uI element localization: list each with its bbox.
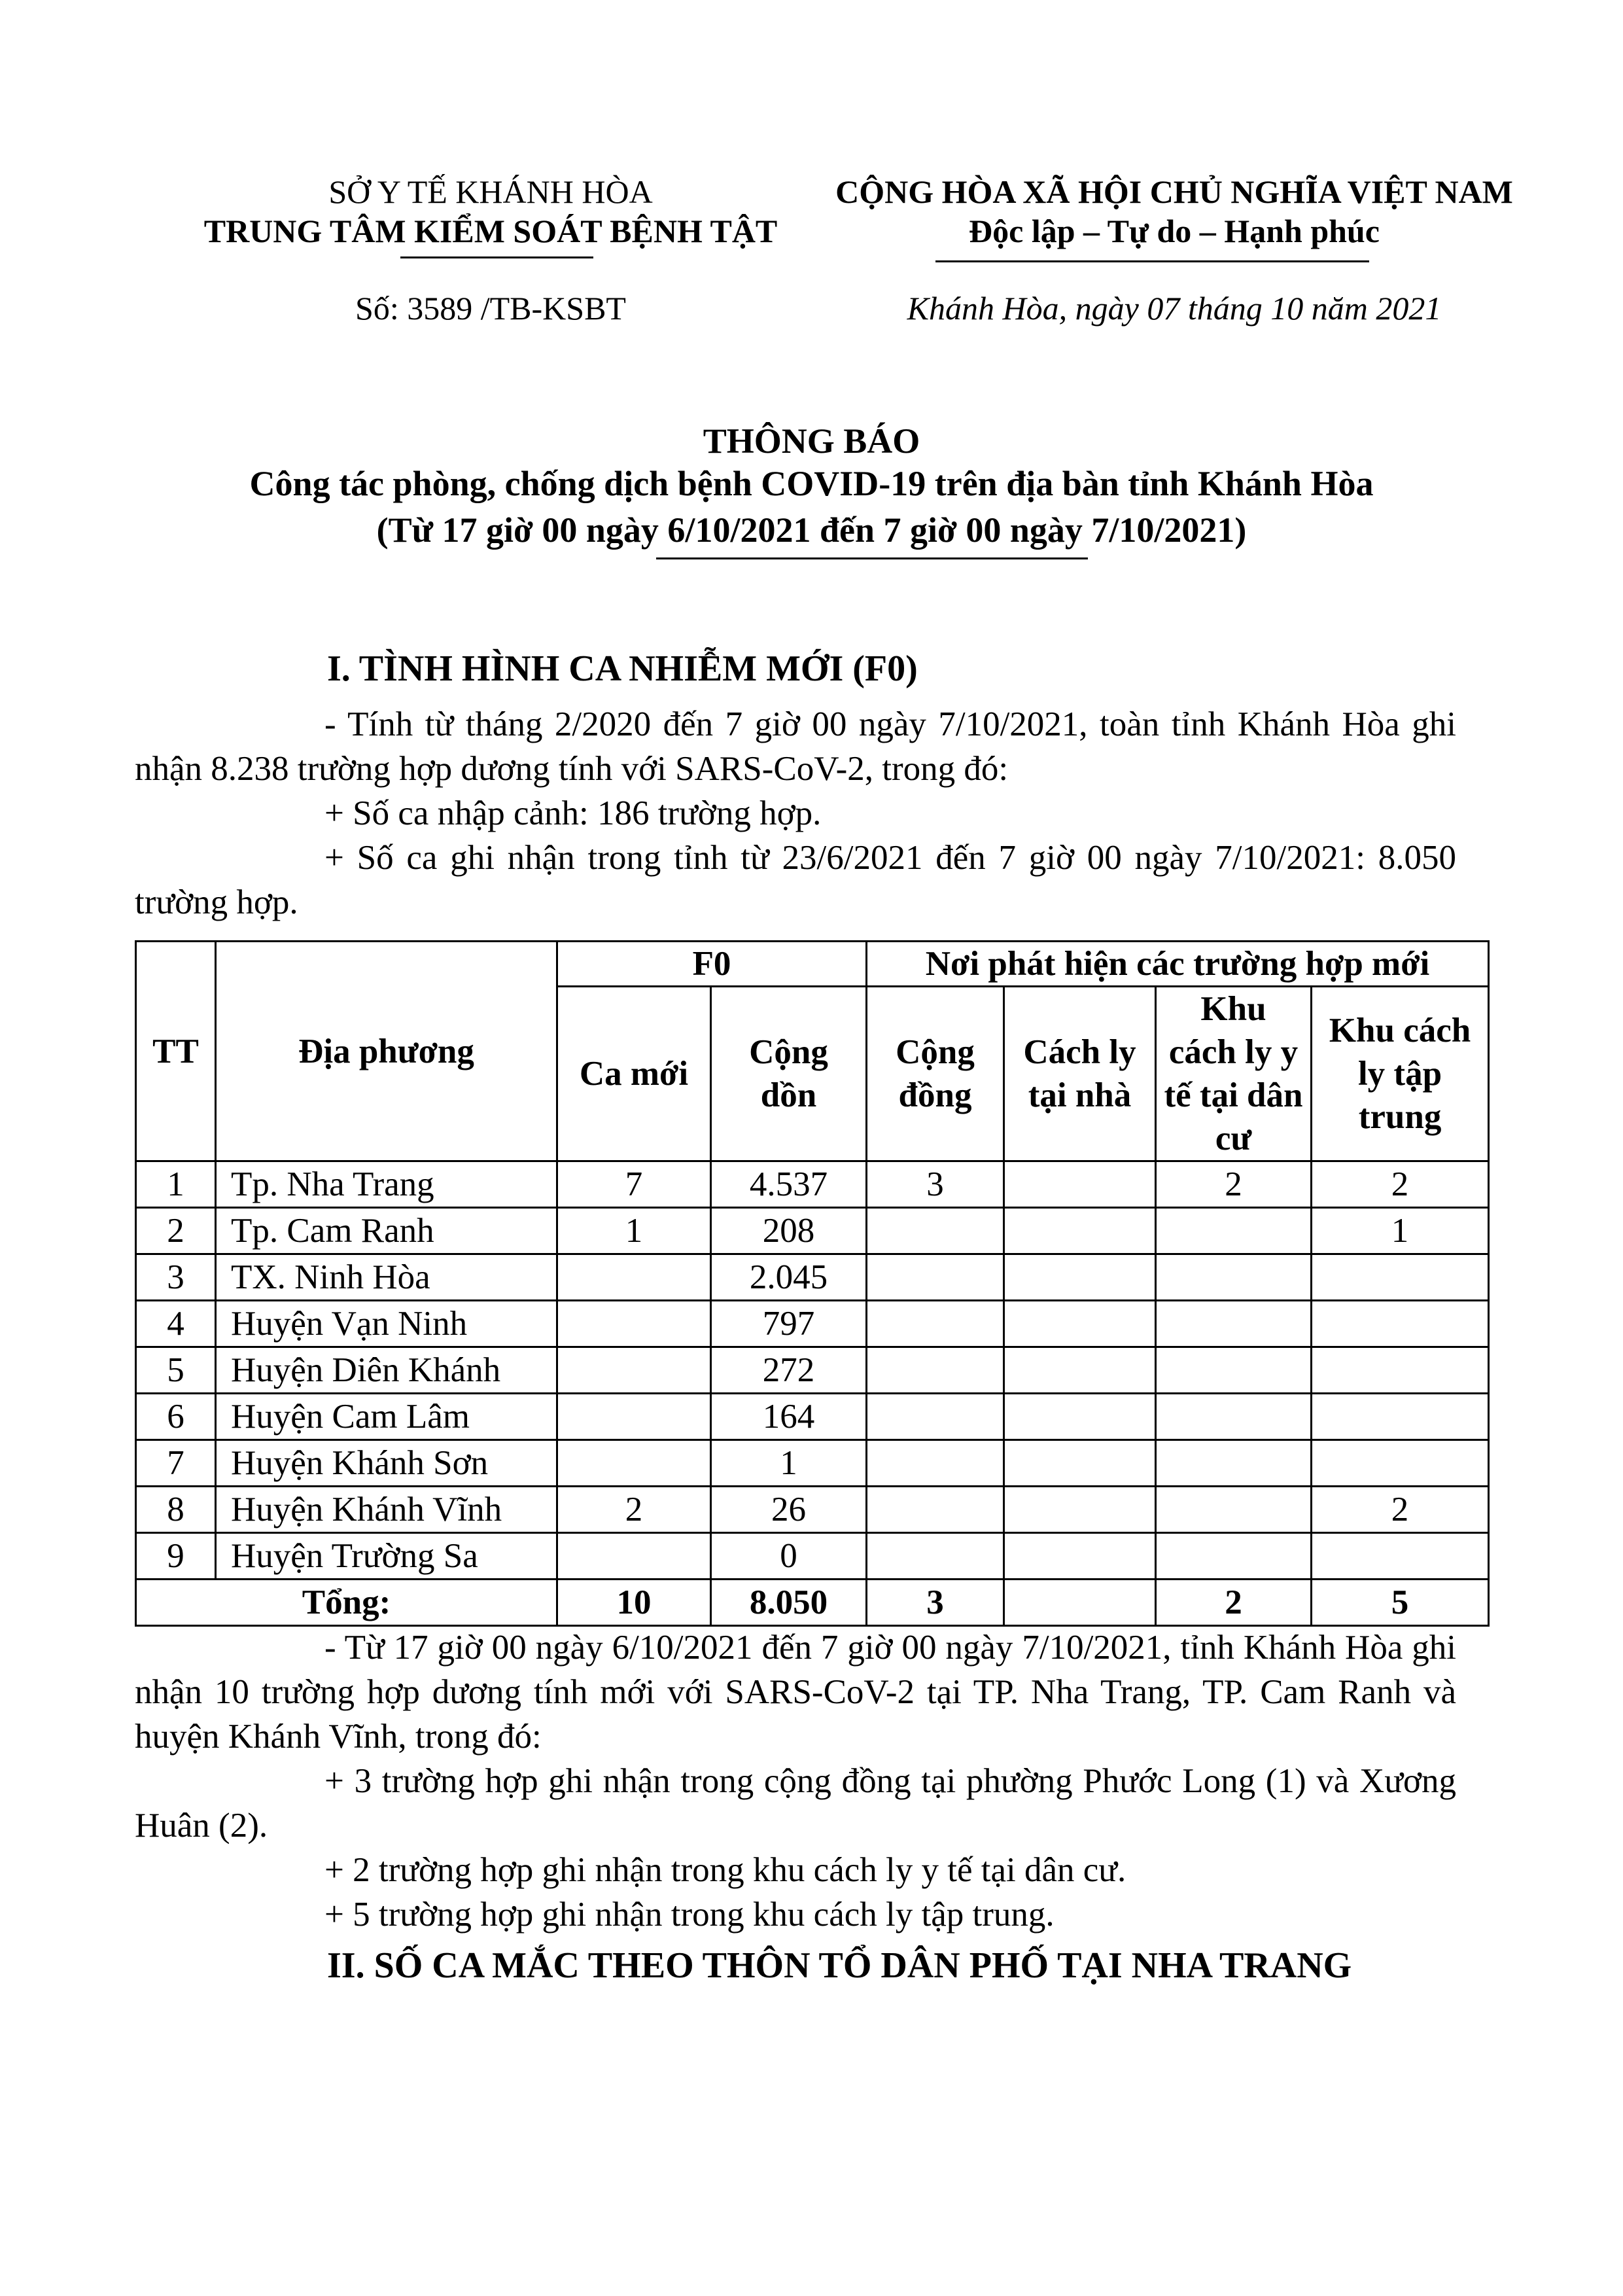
country-name: CỘNG HÒA XÃ HỘI CHỦ NGHĨA VIỆT NAM bbox=[835, 173, 1513, 210]
cell-new: 1 bbox=[557, 1208, 711, 1254]
motto-underline bbox=[935, 260, 1369, 262]
cell-home bbox=[1004, 1394, 1156, 1440]
cell-medical bbox=[1156, 1487, 1312, 1533]
cell-central: 2 bbox=[1312, 1161, 1489, 1208]
cell-community bbox=[867, 1208, 1004, 1254]
total-cumulative: 8.050 bbox=[711, 1580, 867, 1626]
cell-tt: 8 bbox=[136, 1487, 216, 1533]
notice-subject: Công tác phòng, chống dịch bệnh COVID-19 trên địa bàn tỉnh Khánh Hòa bbox=[249, 464, 1374, 503]
total-home bbox=[1004, 1580, 1156, 1626]
section-1-intro bbox=[135, 702, 1456, 925]
cell-cumulative: 208 bbox=[711, 1208, 867, 1254]
section-1-paragraph: - Tính từ tháng 2/2020 đến 7 giờ 00 ngày 7/10/2021, toàn tỉnh Khánh Hòa ghi nhận 8.238 trường hợp dương tính với SARS-CoV-2, trong đó: bbox=[135, 705, 1456, 788]
cell-tt: 5 bbox=[136, 1347, 216, 1394]
cell-cumulative: 797 bbox=[711, 1301, 867, 1347]
table-row bbox=[136, 1487, 1489, 1533]
cell-locality: Huyện Khánh Vĩnh bbox=[216, 1487, 557, 1533]
cell-medical bbox=[1156, 1254, 1312, 1301]
total-central: 5 bbox=[1312, 1580, 1489, 1626]
table-row bbox=[136, 1533, 1489, 1580]
cell-locality: Huyện Vạn Ninh bbox=[216, 1301, 557, 1347]
cell-central bbox=[1312, 1347, 1489, 1394]
cell-locality: Huyện Trường Sa bbox=[216, 1533, 557, 1580]
header-cumulative: Cộng dồn bbox=[711, 987, 867, 1161]
cell-new bbox=[557, 1440, 711, 1487]
cell-tt: 3 bbox=[136, 1254, 216, 1301]
table-row bbox=[136, 1301, 1489, 1347]
header-new-cases: Ca mới bbox=[557, 987, 711, 1161]
cell-community bbox=[867, 1254, 1004, 1301]
table-row bbox=[136, 1440, 1489, 1487]
cell-medical bbox=[1156, 1394, 1312, 1440]
cell-cumulative: 0 bbox=[711, 1533, 867, 1580]
header-central-isolation: Khu cách ly tập trung bbox=[1312, 987, 1489, 1161]
cell-new bbox=[557, 1254, 711, 1301]
header-detected: Nơi phát hiện các trường hợp mới bbox=[867, 942, 1489, 987]
notice-title: THÔNG BÁO bbox=[703, 421, 920, 461]
cell-home bbox=[1004, 1347, 1156, 1394]
table-row bbox=[136, 1208, 1489, 1254]
cell-central bbox=[1312, 1394, 1489, 1440]
cell-home bbox=[1004, 1533, 1156, 1580]
cell-medical bbox=[1156, 1347, 1312, 1394]
cell-cumulative: 1 bbox=[711, 1440, 867, 1487]
section-2-heading: II. SỐ CA MẮC THEO THÔN TỔ DÂN PHỐ TẠI NHA TRANG bbox=[327, 1945, 1352, 1986]
cell-community: 3 bbox=[867, 1161, 1004, 1208]
table-row bbox=[136, 1394, 1489, 1440]
header-medical-isolation: Khu cách ly y tế tại dân cư bbox=[1156, 987, 1312, 1161]
cell-medical bbox=[1156, 1208, 1312, 1254]
cell-locality: TX. Ninh Hòa bbox=[216, 1254, 557, 1301]
cell-locality: Huyện Khánh Sơn bbox=[216, 1440, 557, 1487]
table-total-row bbox=[136, 1580, 1489, 1626]
agency-underline bbox=[400, 256, 593, 258]
place-date: Khánh Hòa, ngày 07 tháng 10 năm 2021 bbox=[907, 290, 1442, 327]
cell-central bbox=[1312, 1301, 1489, 1347]
cell-community bbox=[867, 1440, 1004, 1487]
agency-center-name: TRUNG TÂM KIỂM SOÁT BỆNH TẬT bbox=[203, 213, 778, 249]
cell-central bbox=[1312, 1254, 1489, 1301]
new-cases-bullet-1: + 3 trường hợp ghi nhận trong cộng đồng tại phường Phước Long (1) và Xương Huân (2). bbox=[135, 1762, 1456, 1845]
cell-medical bbox=[1156, 1301, 1312, 1347]
cell-home bbox=[1004, 1487, 1156, 1533]
cell-medical bbox=[1156, 1533, 1312, 1580]
section-1-details bbox=[135, 1625, 1456, 1937]
cell-cumulative: 272 bbox=[711, 1347, 867, 1394]
cell-central bbox=[1312, 1533, 1489, 1580]
cell-new bbox=[557, 1347, 711, 1394]
cell-central: 1 bbox=[1312, 1208, 1489, 1254]
section-1-bullet-1: + Số ca nhập cảnh: 186 trường hợp. bbox=[324, 794, 822, 832]
cell-new: 7 bbox=[557, 1161, 711, 1208]
cell-new: 2 bbox=[557, 1487, 711, 1533]
header-home-isolation: Cách ly tại nhà bbox=[1004, 987, 1156, 1161]
total-new: 10 bbox=[557, 1580, 711, 1626]
cell-locality: Tp. Nha Trang bbox=[216, 1161, 557, 1208]
cell-tt: 1 bbox=[136, 1161, 216, 1208]
table-row bbox=[136, 1161, 1489, 1208]
cell-new bbox=[557, 1533, 711, 1580]
cell-central: 2 bbox=[1312, 1487, 1489, 1533]
cell-home bbox=[1004, 1440, 1156, 1487]
section-1-heading: I. TÌNH HÌNH CA NHIỄM MỚI (F0) bbox=[327, 648, 918, 689]
cell-community bbox=[867, 1533, 1004, 1580]
cell-community bbox=[867, 1487, 1004, 1533]
cell-new bbox=[557, 1394, 711, 1440]
document-number: Số: 3589 /TB-KSBT bbox=[355, 290, 626, 327]
header-tt: TT bbox=[136, 942, 216, 1161]
cell-locality: Huyện Diên Khánh bbox=[216, 1347, 557, 1394]
new-cases-bullet-3: + 5 trường hợp ghi nhận trong khu cách ly tập trung. bbox=[324, 1896, 1055, 1934]
cell-tt: 7 bbox=[136, 1440, 216, 1487]
cell-community bbox=[867, 1347, 1004, 1394]
cell-locality: Tp. Cam Ranh bbox=[216, 1208, 557, 1254]
cell-tt: 9 bbox=[136, 1533, 216, 1580]
cell-home bbox=[1004, 1301, 1156, 1347]
cell-tt: 2 bbox=[136, 1208, 216, 1254]
cell-medical: 2 bbox=[1156, 1161, 1312, 1208]
table-row bbox=[136, 1347, 1489, 1394]
cell-central bbox=[1312, 1440, 1489, 1487]
cell-medical bbox=[1156, 1440, 1312, 1487]
cell-cumulative: 2.045 bbox=[711, 1254, 867, 1301]
new-cases-bullet-2: + 2 trường hợp ghi nhận trong khu cách ly y tế tại dân cư. bbox=[324, 1851, 1126, 1889]
country-motto: Độc lập – Tự do – Hạnh phúc bbox=[969, 213, 1380, 249]
cell-locality: Huyện Cam Lâm bbox=[216, 1394, 557, 1440]
section-1-bullet-2: + Số ca ghi nhận trong tỉnh từ 23/6/2021 đến 7 giờ 00 ngày 7/10/2021: 8.050 trường hợp. bbox=[135, 839, 1456, 921]
table-row bbox=[136, 1254, 1489, 1301]
total-label: Tổng: bbox=[136, 1580, 557, 1626]
header-f0: F0 bbox=[557, 942, 867, 987]
cell-cumulative: 26 bbox=[711, 1487, 867, 1533]
cell-home bbox=[1004, 1161, 1156, 1208]
cell-cumulative: 164 bbox=[711, 1394, 867, 1440]
cell-cumulative: 4.537 bbox=[711, 1161, 867, 1208]
header-community: Cộng đồng bbox=[867, 987, 1004, 1161]
header-locality: Địa phương bbox=[216, 942, 557, 1161]
cell-tt: 4 bbox=[136, 1301, 216, 1347]
agency-name: SỞ Y TẾ KHÁNH HÒA bbox=[328, 173, 653, 210]
cell-new bbox=[557, 1301, 711, 1347]
cell-tt: 6 bbox=[136, 1394, 216, 1440]
total-community: 3 bbox=[867, 1580, 1004, 1626]
cell-community bbox=[867, 1301, 1004, 1347]
cell-home bbox=[1004, 1208, 1156, 1254]
cases-table bbox=[135, 940, 1490, 1627]
new-cases-paragraph: - Từ 17 giờ 00 ngày 6/10/2021 đến 7 giờ 00 ngày 7/10/2021, tỉnh Khánh Hòa ghi nhận 10 trường hợp dương tính mới với SARS-CoV-2 tại TP. Nha Trang, TP. Cam Ranh và huyện Khánh Vĩnh, trong đó: bbox=[135, 1629, 1456, 1756]
notice-period: (Từ 17 giờ 00 ngày 6/10/2021 đến 7 giờ 00 ngày 7/10/2021) bbox=[376, 510, 1247, 550]
cell-community bbox=[867, 1394, 1004, 1440]
total-medical: 2 bbox=[1156, 1580, 1312, 1626]
title-underline bbox=[656, 557, 1088, 559]
cell-home bbox=[1004, 1254, 1156, 1301]
